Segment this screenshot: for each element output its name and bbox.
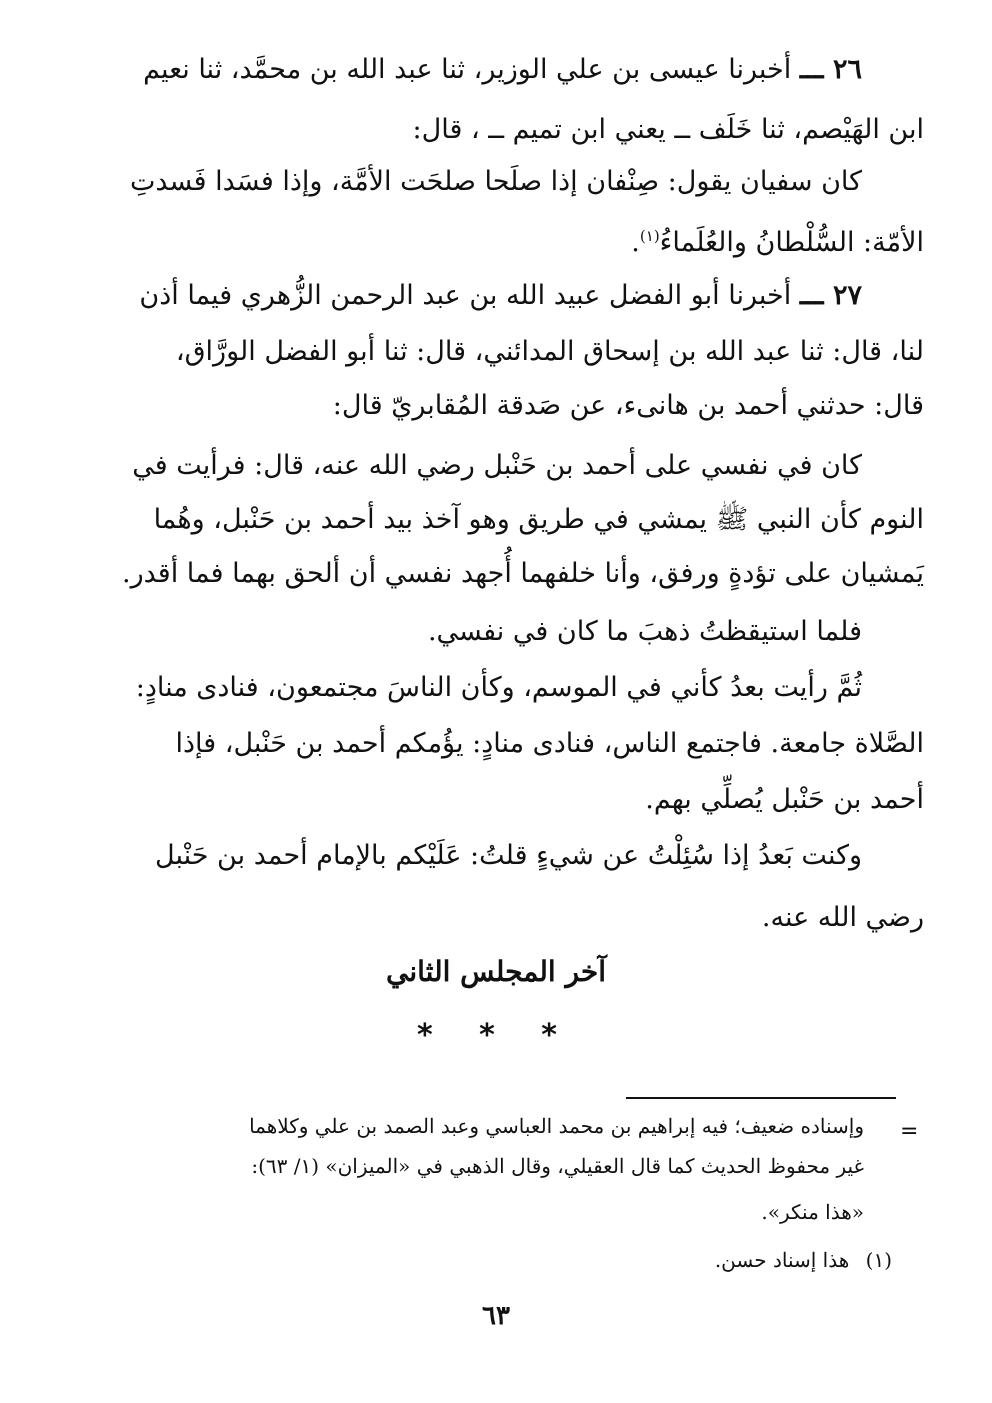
footnote-text: وإسناده ضعيف؛ فيه إبراهيم بن محمد العباسي وعبد الصمد بن علي وكلاهما — [249, 1114, 864, 1138]
footnote-marker: (١) — [865, 1248, 892, 1272]
entry-text: كان في نفسي على أحمد بن حَنْبل رضي الله عنه، قال: فرأيت في — [132, 450, 862, 481]
entry-text: أخبرنا أبو الفضل عبيد الله بن عبد الرحمن الزُّهري فيما أذن — [139, 280, 792, 311]
entry-text: ابن الهَيْصم، ثنا خَلَف ــ يعني ابن تميم ــ ، قال: — [412, 114, 924, 145]
entry-27-line-5 — [104, 500, 924, 540]
section-end-heading: آخر المجلس الثاني — [386, 955, 606, 988]
entry-27-line-12 — [124, 898, 924, 938]
entry-text: قال: حدثني أحمد بن هانىء، عن صَدقة المُقابريّ قال: — [332, 390, 924, 421]
entry-number: ٢٧ ـــ — [799, 280, 862, 311]
footnote-cont-line-2 — [74, 1150, 864, 1182]
entry-27-line-8 — [102, 668, 862, 708]
entry-text: لنا، قال: ثنا عبد الله بن إسحاق المدائني، قال: ثنا أبو الفضل الورَّاق، — [175, 336, 924, 367]
entry-27-line-2 — [104, 332, 924, 372]
footnote-divider — [626, 1097, 896, 1099]
entry-text: الأمّة: السُّلْطانُ والعُلَماءُ — [659, 227, 924, 258]
entry-text: الصَّلاة جامعة. فاجتمع الناس، فنادى منادٍ: يؤُمكم أحمد بن حَنْبل، فإذا — [175, 728, 924, 759]
entry-27-line-1 — [122, 276, 862, 316]
entry-text: يَمشيان على تؤدةٍ ورفق، وأنا خلفهما أُجهد نفسي أن ألحق بهما فما أقدر. — [122, 558, 924, 589]
entry-27-line-11 — [102, 836, 862, 876]
entry-text: فلما استيقظتُ ذهبَ ما كان في نفسي. — [427, 616, 862, 647]
entry-text: وكنت بَعدُ إذا سُئِلْتُ عن شيءٍ قلتُ: عَلَيْكم بالإمام أحمد بن حَنْبل — [155, 840, 862, 871]
footnote-1 — [92, 1244, 892, 1276]
entry-text: كان سفيان يقول: صِنْفان إذا صلَحا صلحَت الأمَّة، وإذا فسَدا فَسدتِ — [129, 166, 862, 197]
entry-text: أحمد بن حَنْبل يُصلِّي بهم. — [645, 784, 924, 815]
page-number: ٦٣ — [482, 1301, 510, 1331]
continuation-mark: = — [900, 1119, 919, 1144]
footnote-text: «هذا منكر». — [761, 1200, 864, 1224]
entry-text: ثُمَّ رأيت بعدُ كأني في الموسم، وكأن الناسَ مجتمعون، فنادى منادٍ: — [135, 672, 862, 703]
footnote-cont-line-1 — [74, 1110, 864, 1142]
entry-27-line-3 — [124, 386, 924, 426]
entry-text: أخبرنا عيسى بن علي الوزير، ثنا عبد الله بن محمَّد، ثنا نعيم — [143, 54, 792, 85]
entry-number: ٢٦ ـــ — [799, 54, 862, 85]
entry-27-line-6 — [104, 554, 924, 594]
entry-27-line-4 — [102, 446, 862, 486]
entry-26-line-2 — [124, 110, 924, 150]
entry-26-line-3 — [122, 162, 862, 202]
entry-26-line-1 — [122, 50, 862, 90]
entry-text: . — [631, 227, 640, 258]
footnote-cont-line-3 — [74, 1196, 864, 1228]
footnote-text: غير محفوظ الحديث كما قال العقيلي، وقال الذهبي في «الميزان» (١/ ٦٣): — [251, 1154, 864, 1178]
footnote-ref: (١) — [639, 227, 660, 245]
entry-26-line-4 — [124, 216, 924, 263]
entry-27-line-9 — [104, 724, 924, 764]
entry-text: رضي الله عنه. — [761, 902, 924, 933]
footnote-text: هذا إسناد حسن. — [714, 1248, 850, 1272]
separator-stars: * * * — [417, 1018, 575, 1053]
entry-27-line-7 — [122, 612, 862, 652]
entry-text: النوم كأن النبي ﷺ يمشي في طريق وهو آخذ بيد أحمد بن حَنْبل، وهُما — [153, 504, 924, 535]
entry-27-line-10 — [124, 780, 924, 820]
